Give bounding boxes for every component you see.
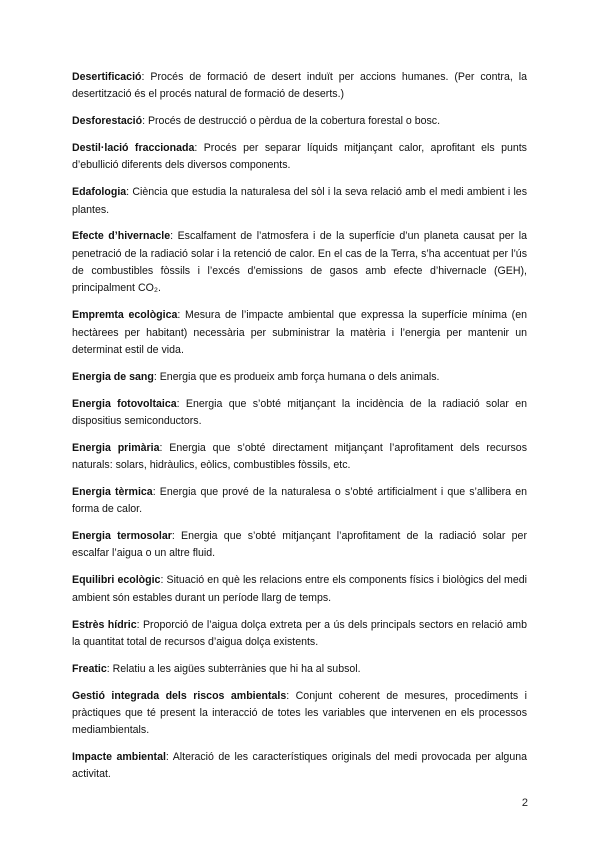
glossary-page [72, 69, 527, 793]
glossary-term: Energia de sang [72, 370, 154, 383]
glossary-term: Desertificació [72, 71, 142, 83]
glossary-entry [72, 396, 527, 431]
glossary-definition: : Proporció de l’aigua dolça extreta per a ús dels principals sectors en relació amb la quantitat total de recursos d’aigua dolça existents. [72, 618, 527, 648]
glossary-definition: : Procés de destrucció o pèrdua de la cobertura forestal o bosc. [142, 115, 441, 128]
glossary-definition: : Relatiu a les aigües subterrànies que hi ha al subsol. [106, 662, 361, 675]
glossary-term: Desforestació [72, 115, 143, 128]
glossary-entry [72, 484, 527, 519]
glossary-definition: : Situació en què les relacions entre els components físics i biològics del medi ambient són estables durant un període llarg de temps. [72, 574, 527, 604]
glossary-entry [72, 228, 527, 297]
glossary-term: Equilibri ecològic [72, 574, 161, 587]
glossary-term: Energia termosolar [72, 530, 172, 543]
glossary-entry [72, 184, 527, 219]
glossary-term: Empremta ecològica [72, 309, 178, 322]
glossary-definition: : Energia que s’obté directament mitjançant l’aprofitament dels recursos naturals: solars, hidràulics, eòlics, combustibles fòssils, etc. [72, 441, 527, 472]
glossary-definition: : Energia que s’obté mitjançant la incidència de la radiació solar en dispositius semiconductors. [72, 397, 527, 427]
glossary-term: Impacte ambiental [72, 751, 166, 764]
glossary-definition: : Energia que prové de la naturalesa o s’obté artificialment i que s’allibera en forma de calor. [72, 485, 527, 516]
glossary-term: Destil·lació fraccionada [72, 142, 195, 155]
glossary-definition: : Procés de formació de desert induït per accions humanes. (Per contra, la desertització és el procés natural de formació de deserts.) [72, 71, 527, 101]
glossary-entry [72, 69, 527, 104]
glossary-definition: : Ciència que estudia la naturalesa del sòl i la seva relació amb el medi ambient i les plantes. [72, 186, 527, 216]
glossary-entry [72, 572, 527, 607]
glossary-term: Gestió integrada dels riscos ambientals [72, 689, 287, 702]
glossary-definition: : Conjunt coherent de mesures, procediments i pràctiques que té present la interacció de totes les variables que intervenen en els processos mediambientals. [72, 689, 527, 737]
glossary-term: Efecte d’hivernacle [72, 230, 171, 243]
glossary-term: Edafologia [72, 186, 127, 199]
glossary-definition: : Procés per separar líquids mitjançant calor, aprofitant els punts d’ebullició diferents dels diversos components. [72, 142, 527, 172]
glossary-term: Energia primària [72, 441, 160, 454]
glossary-entry [72, 113, 527, 130]
glossary-entry [72, 617, 527, 652]
glossary-entry [72, 307, 527, 359]
glossary-term: Estrès hídric [72, 618, 137, 631]
glossary-definition: : Escalfament de l’atmosfera i de la superfície d’un planeta causat per la penetració de la radiació solar i la retenció de calor. En el cas de la Terra, s’ha accentuat per l’ús de combustibles fòssils i l’excés d’emissions de gasos amb efecte d’hivernacle (GEH), principalment CO₂. [72, 230, 527, 295]
page-number: 2 [521, 797, 528, 809]
glossary-definition: : Mesura de l’impacte ambiental que expressa la superfície mínima (en hectàrees per habitant) necessària per subministrar la matèria i l’energia per mantenir un determinat estil de vida. [72, 309, 527, 356]
glossary-entry [72, 528, 527, 563]
glossary-term: Freatic [72, 662, 107, 675]
glossary-entry [72, 140, 527, 175]
glossary-entry [72, 369, 527, 386]
glossary-entry [72, 688, 527, 740]
glossary-term: Energia fotovoltaica [72, 397, 177, 410]
glossary-entry [72, 440, 527, 475]
glossary-definition: : Energia que s’obté mitjançant l’aprofitament de la radiació solar per escalfar l’aigua o un altre fluid. [72, 530, 527, 560]
glossary-term: Energia tèrmica [72, 485, 153, 498]
glossary-entry [72, 749, 527, 784]
glossary-definition: : Alteració de les característiques originals del medi provocada per alguna activitat. [72, 751, 527, 781]
glossary-entry [72, 661, 527, 678]
glossary-definition: : Energia que es produeix amb força humana o dels animals. [153, 370, 440, 383]
